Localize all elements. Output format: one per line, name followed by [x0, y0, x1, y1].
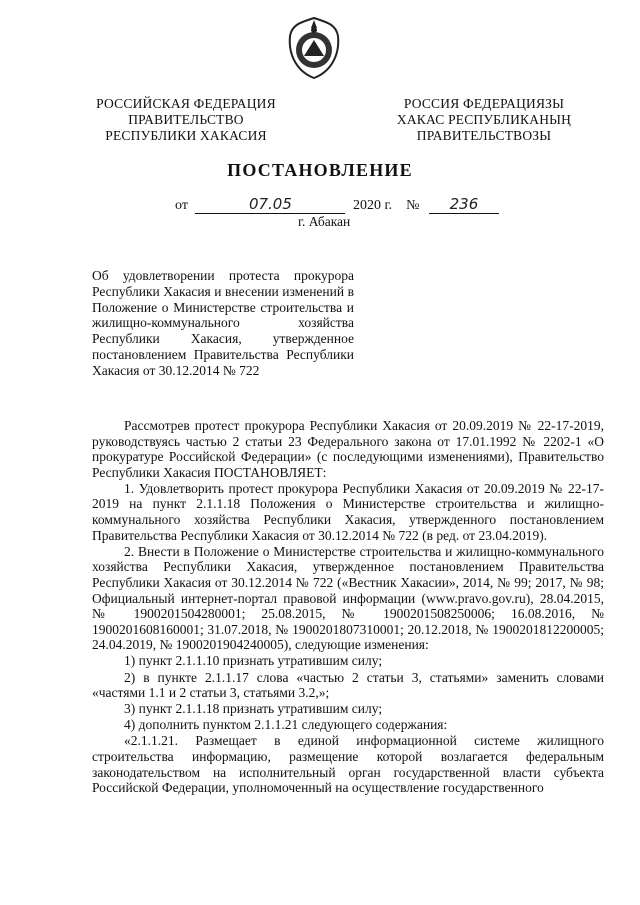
- handwritten-date: 07.05: [195, 195, 345, 214]
- header-left-block: [86, 96, 286, 144]
- date-number-line: [175, 195, 499, 214]
- paragraph-subitem-2: 2) в пункте 2.1.1.17 слова «частью 2 статьи 3, статьями» заменить словами «частями 1.1 и 2 статьи 3, статьями 3.2,»;: [92, 669, 604, 701]
- header-right-line-3: ПРАВИТЕЛЬСТВОЗЫ: [416, 128, 552, 143]
- document-subject: Об удовлетворении протеста прокурора Республики Хакасия и внесении изменений в Положение о Министерстве строительства и жилищно-коммунального хозяйства Республики Хакасия, утвержденное постановлением Правительства Республики Хакасия от 30.12.2014 № 722: [92, 268, 354, 378]
- document-body: [92, 418, 604, 796]
- paragraph-preamble: Рассмотрев протест прокурора Республики Хакасия от 20.09.2019 № 22-17-2019, руководствуясь частью 2 статьи 23 Федерального закона от 17.01.1992 № 2202-1 «О прокуратуре Российской Федерации» (с последующими изменениями), Правительство Республики Хакасия ПОСТАНОВЛЯЕТ:: [92, 418, 604, 480]
- header-left-line-2: ПРАВИТЕЛЬСТВО: [128, 112, 244, 127]
- document-title: ПОСТАНОВЛЕНИЕ: [227, 160, 413, 180]
- city-name: г. Абакан: [298, 214, 351, 229]
- paragraph-item-2: 2. Внести в Положение о Министерстве строительства и жилищно-коммунального хозяйства Республики Хакасия, утвержденное постановлением Правительства Республики Хакасия от 30.12.2014 № 722 («Вестник Хакасии», 2014, № 99; 2017, № 98; Официальный интернет-портал правовой информации (www.pravo.gov.ru), 28.04.2015, № 1900201504280001; 25.08.2015, № 1900201508250006; 16.08.2016, № 1900201608160001; 31.07.2018, № 1900201807310001; 20.12.2018, № 1900201812200005; 24.04.2019, № 1900201904240005), следующие изменения:: [92, 543, 604, 653]
- header-left-line-1: РОССИЙСКАЯ ФЕДЕРАЦИЯ: [96, 96, 276, 111]
- coat-of-arms-emblem: [284, 16, 344, 80]
- header-right-block: [384, 96, 584, 144]
- number-label: №: [406, 198, 420, 213]
- header-left-line-3: РЕСПУБЛИКИ ХАКАСИЯ: [105, 128, 267, 143]
- header-right-line-1: РОССИЯ ФЕДЕРАЦИЯЗЫ: [403, 96, 565, 111]
- paragraph-subitem-1: 1) пункт 2.1.1.10 признать утратившим силу;: [124, 653, 383, 669]
- paragraph-item-1: 1. Удовлетворить протест прокурора Республики Хакасия от 20.09.2019 № 22-17-2019 на пункт 2.1.1.18 Положения о Министерстве строительства и жилищно-коммунального хозяйства Республики Хакасия, утвержденного постановлением Правительства Республики Хакасия от 30.12.2014 № 722 (в ред. от 23.04.2019).: [92, 480, 604, 543]
- header-right-line-2: ХАКАС РЕСПУБЛИКАНЫҢ: [396, 112, 572, 127]
- year-text: 2020 г.: [352, 198, 393, 213]
- paragraph-subitem-4: 4) дополнить пунктом 2.1.1.21 следующего содержания:: [124, 717, 448, 733]
- date-prefix: от: [175, 198, 188, 213]
- paragraph-quoted-clause: «2.1.1.21. Размещает в единой информационной системе жилищного строительства информацию, размещение которой возлагается федеральным законодательством на исполнительный орган государственной власти субъекта Российской Федерации, уполномоченный на осуществление государственного: [92, 733, 604, 796]
- handwritten-number: 236: [429, 195, 499, 214]
- paragraph-subitem-3: 3) пункт 2.1.1.18 признать утратившим силу;: [124, 701, 383, 717]
